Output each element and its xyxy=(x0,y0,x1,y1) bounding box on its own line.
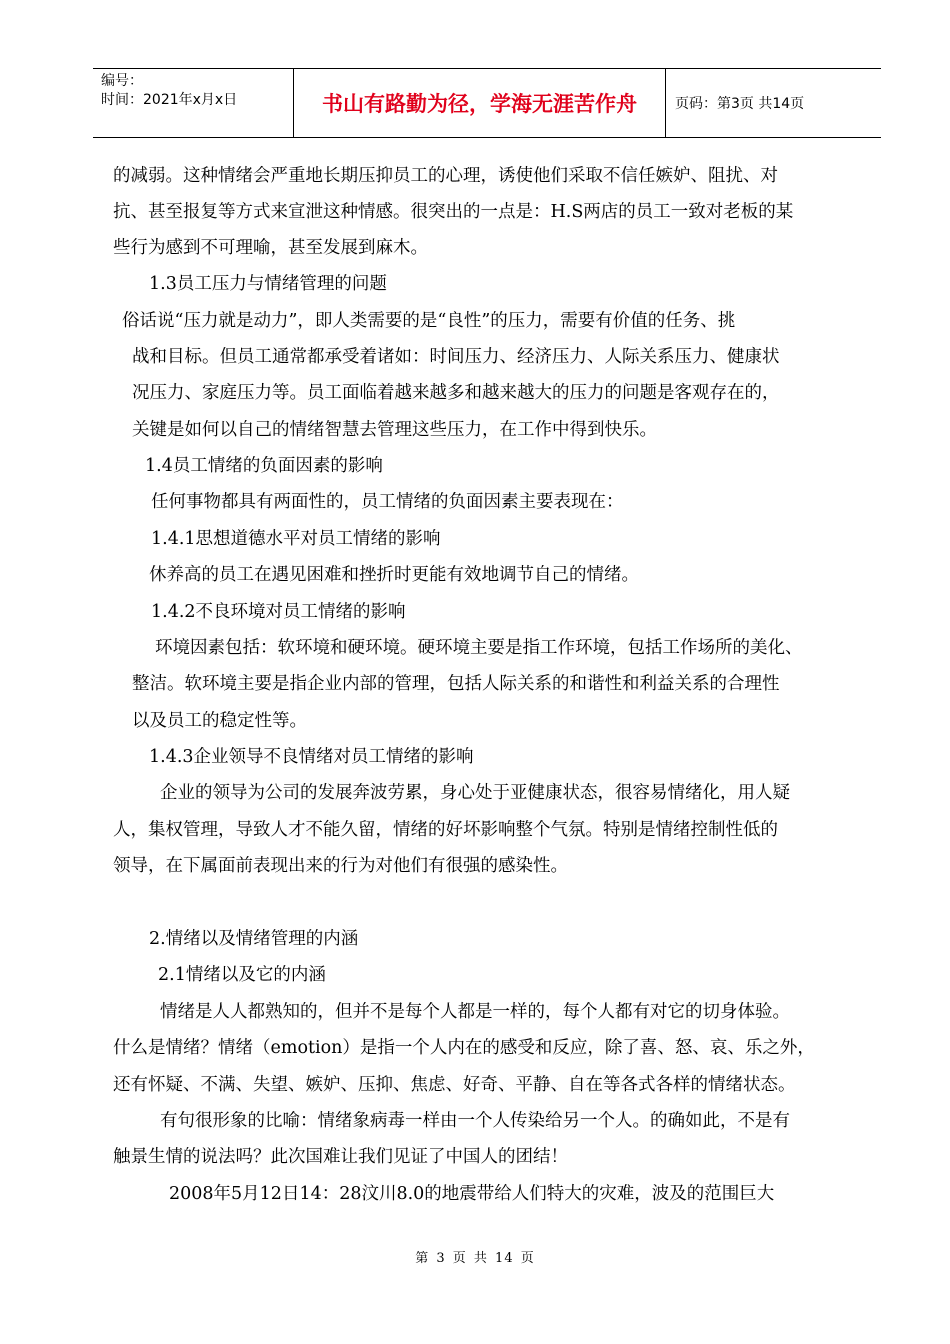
body-text-line: 况压力、家庭压力等。员工面临着越来越多和越来越大的压力的问题是客观存在的， xyxy=(132,383,780,403)
body-text-line: 领导，在下属面前表现出来的行为对他们有很强的感染性。 xyxy=(113,856,568,876)
header-divider xyxy=(665,69,666,137)
body-text-line: 抗、甚至报复等方式来宣泄这种情感。很突出的一点是：H.S两店的员工一致对老板的某 xyxy=(113,202,794,222)
body-text-line: 战和目标。但员工通常都承受着诸如：时间压力、经济压力、人际关系压力、健康状 xyxy=(132,347,780,367)
section-heading-1-4-2: 1.4.2不良环境对员工情绪的影响 xyxy=(151,602,406,622)
document-code-label: 编号： xyxy=(101,73,143,89)
section-heading-2: 2.情绪以及情绪管理的内涵 xyxy=(149,929,359,949)
section-heading-2-1: 2.1情绪以及它的内涵 xyxy=(158,965,326,985)
body-text-line: 俗话说“压力就是动力”，即人类需要的是“良性”的压力，需要有价值的任务、挑 xyxy=(122,311,736,331)
header-page-number: 页码：第3页 共14页 xyxy=(675,96,805,112)
body-text-line: 的减弱。这种情绪会严重地长期压抑员工的心理，诱使他们采取不信任嫉妒、阻扰、对 xyxy=(113,166,778,186)
body-text-line: 触景生情的说法吗？此次国难让我们见证了中国人的团结！ xyxy=(113,1147,568,1167)
body-text-line: 关键是如何以自己的情绪智慧去管理这些压力，在工作中得到快乐。 xyxy=(132,420,657,440)
body-text-line: 还有怀疑、不满、失望、嫉妒、压抑、焦虑、好奇、平静、自在等各式各样的情绪状态。 xyxy=(113,1075,796,1095)
body-text-line: 有句很形象的比喻：情绪象病毒一样由一个人传染给另一个人。的确如此，不是有 xyxy=(160,1111,790,1131)
header-motto: 书山有路勤为径，学海无涯苦作舟 xyxy=(322,92,637,116)
body-text-line: 整洁。软环境主要是指企业内部的管理，包括人际关系的和谐性和利益关系的合理性 xyxy=(132,674,780,694)
page-footer: 第 3 页 共 14 页 xyxy=(415,1251,535,1266)
section-heading-1-4: 1.4员工情绪的负面因素的影响 xyxy=(145,456,383,476)
body-text-line: 人，集权管理，导致人才不能久留，情绪的好坏影响整个气氛。特别是情绪控制性低的 xyxy=(113,820,778,840)
body-text-line: 些行为感到不可理喻，甚至发展到麻木。 xyxy=(113,238,428,258)
body-text-line: 环境因素包括：软环境和硬环境。硬环境主要是指工作环境，包括工作场所的美化、 xyxy=(155,638,803,658)
section-heading-1-4-1: 1.4.1思想道德水平对员工情绪的影响 xyxy=(151,529,441,549)
body-text-line: 情绪是人人都熟知的，但并不是每个人都是一样的，每个人都有对它的切身体验。 xyxy=(160,1002,790,1022)
body-text-line: 任何事物都具有两面性的，员工情绪的负面因素主要表现在： xyxy=(151,492,624,512)
section-heading-1-4-3: 1.4.3企业领导不良情绪对员工情绪的影响 xyxy=(149,747,474,767)
body-text-line: 企业的领导为公司的发展奔波劳累，身心处于亚健康状态，很容易情绪化，用人疑 xyxy=(160,783,790,803)
body-text-line: 以及员工的稳定性等。 xyxy=(132,711,307,731)
section-heading-1-3: 1.3员工压力与情绪管理的问题 xyxy=(149,274,387,294)
document-time-label: 时间：2021年x月x日 xyxy=(101,92,238,108)
page-header xyxy=(93,68,881,138)
header-meta xyxy=(101,72,289,110)
body-text-line: 什么是情绪？情绪（emotion）是指一个人内在的感受和反应，除了喜、怒、哀、乐之外， xyxy=(113,1038,815,1058)
body-text-line: 休养高的员工在遇见困难和挫折时更能有效地调节自己的情绪。 xyxy=(149,565,639,585)
body-text-line: 2008年5月12日14：28汶川8.0的地震带给人们特大的灾难，波及的范围巨大 xyxy=(169,1184,775,1204)
